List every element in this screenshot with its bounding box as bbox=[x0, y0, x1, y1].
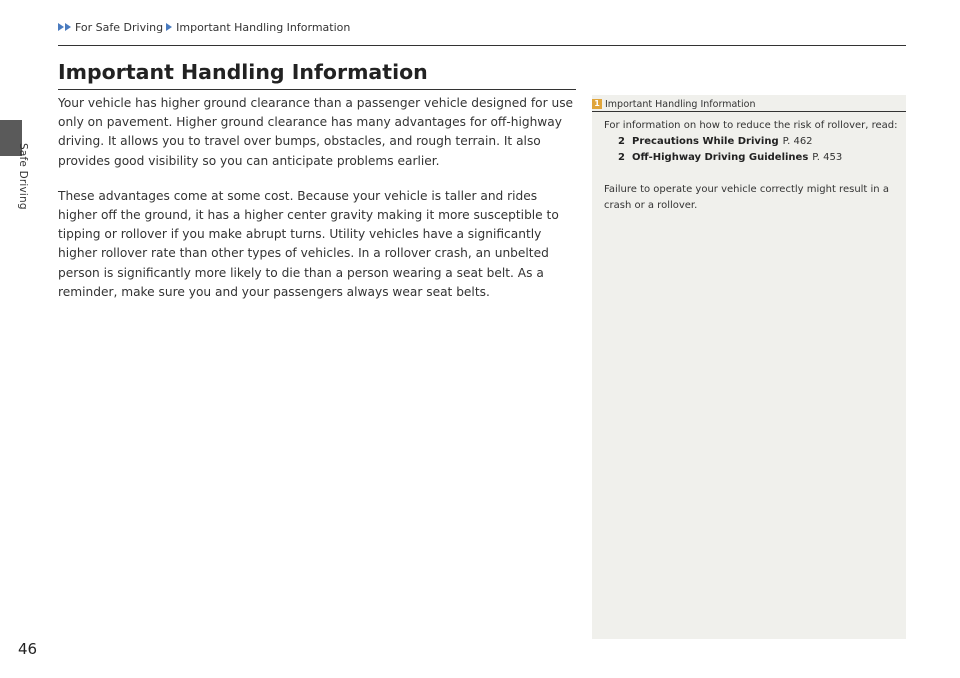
side-note-warning: Failure to operate your vehicle correctly might result in a crash or a rollover. bbox=[604, 184, 889, 211]
page-title: Important Handling Information bbox=[58, 60, 428, 84]
reference-link-off-highway[interactable] bbox=[604, 150, 900, 166]
side-note-body bbox=[604, 118, 900, 214]
section-side-label: Safe Driving bbox=[17, 143, 29, 210]
reference-page: P. 453 bbox=[812, 152, 843, 163]
reference-title[interactable]: Precautions While Driving bbox=[632, 136, 779, 147]
note-marker-icon: 1 bbox=[592, 99, 602, 109]
header-divider bbox=[58, 45, 906, 46]
side-note-intro: For information on how to reduce the risk of rollover, read: bbox=[604, 120, 898, 131]
body-paragraph-2: These advantages come at some cost. Because your vehicle is taller and rides higher off the ground, it has a higher center gravity making it more susceptible to tipping or rollover if you make abrupt turns. Utility vehicles have a significantly higher rollover rate than other types of vehicles. In a rollover crash, an unbelted person is significantly more likely to die than a person wearing a seat belt. As a reminder, make sure you and your passengers always wear seat belts. bbox=[58, 188, 559, 299]
side-note-title: Important Handling Information bbox=[605, 98, 756, 110]
reference-arrow-icon: 2 bbox=[618, 136, 625, 147]
breadcrumb-separator-icon bbox=[166, 23, 173, 31]
reference-link-precautions[interactable] bbox=[604, 134, 900, 150]
title-divider bbox=[58, 89, 576, 90]
reference-title[interactable]: Off-Highway Driving Guidelines bbox=[632, 152, 809, 163]
main-content bbox=[58, 94, 578, 318]
breadcrumb bbox=[58, 19, 350, 35]
side-note-panel bbox=[592, 95, 906, 639]
breadcrumb-section[interactable]: For Safe Driving bbox=[75, 20, 164, 34]
reference-arrow-icon: 2 bbox=[618, 152, 625, 163]
side-note-header bbox=[592, 97, 906, 112]
breadcrumb-arrow-icon bbox=[58, 23, 72, 31]
body-paragraph-1: Your vehicle has higher ground clearance than a passenger vehicle designed for use only on pavement. Higher ground clearance has many advantages for off-highway driving. It allows you to travel over bumps, obstacles, and rough terrain. It also provides good visibility so you can anticipate problems earlier. bbox=[58, 96, 574, 168]
reference-page: P. 462 bbox=[782, 136, 813, 147]
page-number: 46 bbox=[18, 640, 38, 658]
breadcrumb-page: Important Handling Information bbox=[176, 20, 351, 34]
